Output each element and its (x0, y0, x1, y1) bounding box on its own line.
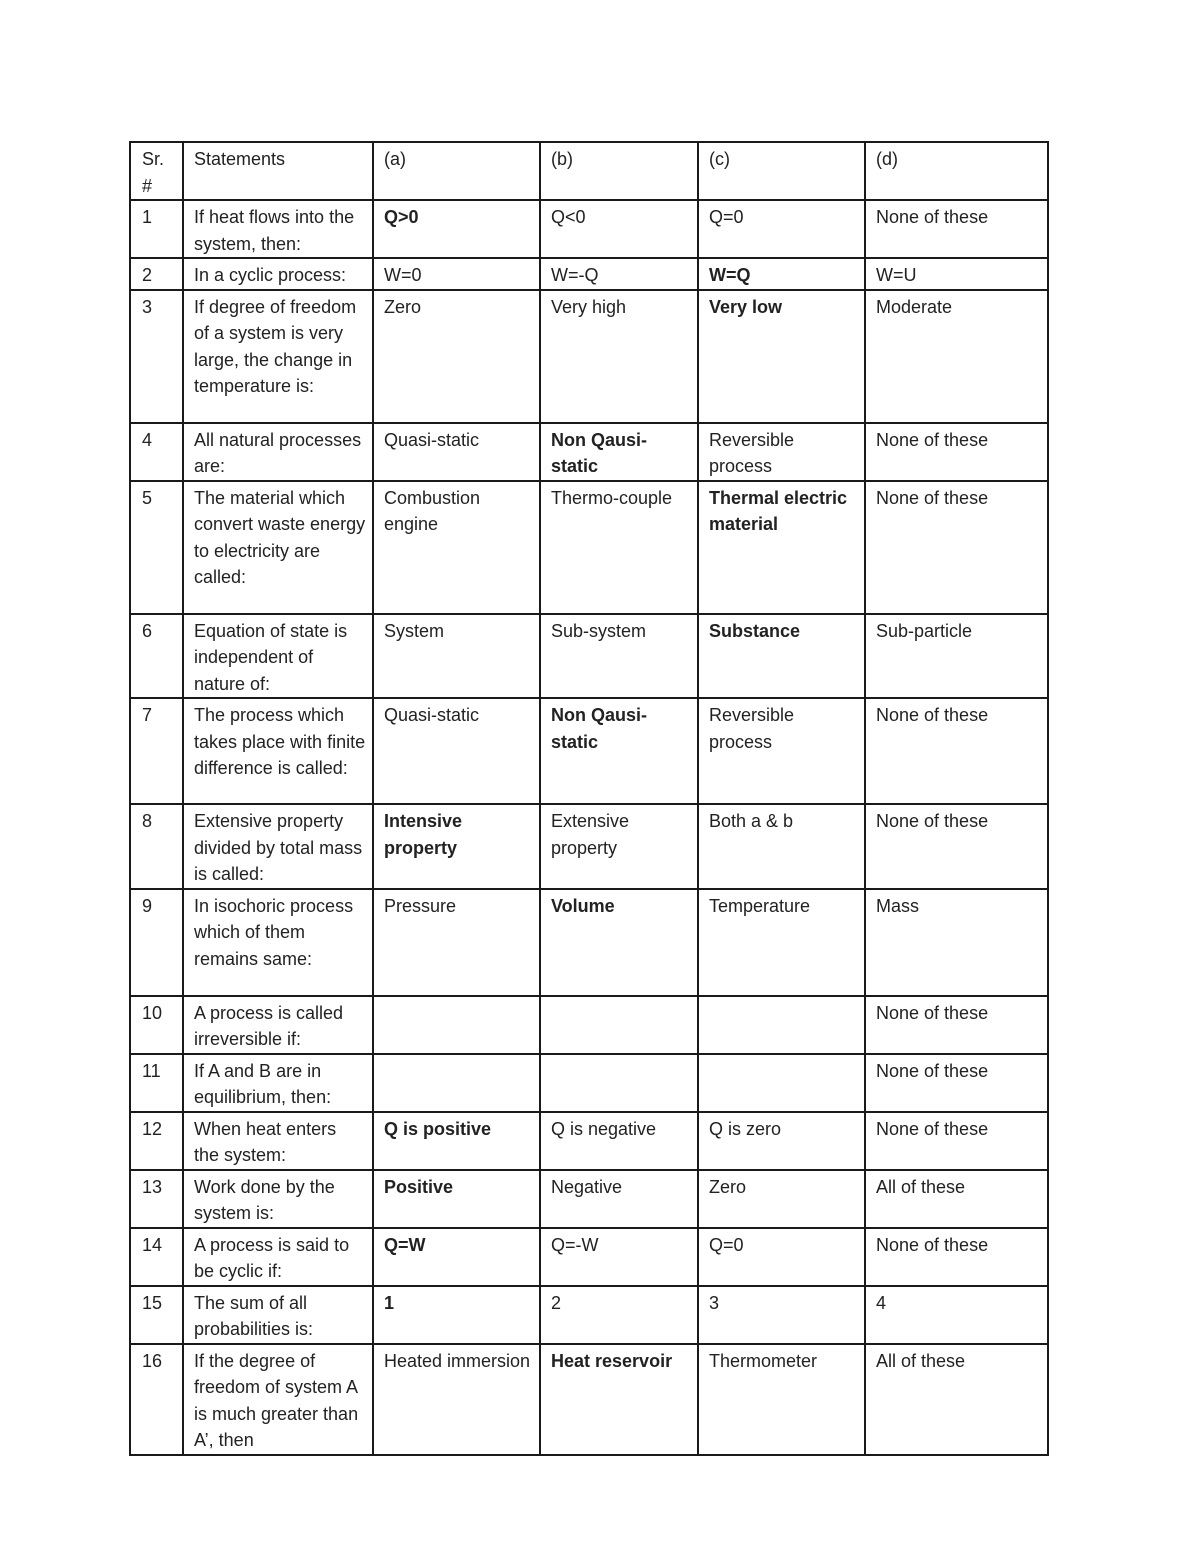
question-statement: Extensive property divided by total mass is called: (183, 804, 373, 889)
option-c: Thermal electric material (698, 481, 865, 614)
header-option-c: (c) (698, 142, 865, 200)
option-b (540, 1054, 698, 1112)
table-row (130, 258, 1048, 290)
option-a: System (373, 614, 540, 699)
option-d: None of these (865, 481, 1048, 614)
option-c: Substance (698, 614, 865, 699)
table-row (130, 614, 1048, 699)
option-a (373, 1054, 540, 1112)
option-c: Reversible process (698, 423, 865, 481)
option-b: Heat reservoir (540, 1344, 698, 1455)
option-a: Heated immersion (373, 1344, 540, 1455)
option-d: None of these (865, 1228, 1048, 1286)
option-c: Zero (698, 1170, 865, 1228)
option-c: Very low (698, 290, 865, 423)
option-b: Non Qausi-static (540, 698, 698, 804)
question-statement: If the degree of freedom of system A is much greater than A’, then (183, 1344, 373, 1455)
mcq-table (129, 141, 1049, 1456)
table-row (130, 1170, 1048, 1228)
option-c: Q=0 (698, 200, 865, 258)
question-number: 5 (130, 481, 183, 614)
option-a: 1 (373, 1286, 540, 1344)
question-number: 6 (130, 614, 183, 699)
table-row (130, 1228, 1048, 1286)
option-a: Q>0 (373, 200, 540, 258)
table-row (130, 996, 1048, 1054)
question-number: 16 (130, 1344, 183, 1455)
table-row (130, 889, 1048, 996)
question-statement: Equation of state is independent of nature of: (183, 614, 373, 699)
question-statement: If degree of freedom of a system is very large, the change in temperature is: (183, 290, 373, 423)
option-a: Quasi-static (373, 423, 540, 481)
table-row (130, 200, 1048, 258)
header-statements: Statements (183, 142, 373, 200)
table-row (130, 1112, 1048, 1170)
option-a: Zero (373, 290, 540, 423)
option-b: Volume (540, 889, 698, 996)
table-row (130, 423, 1048, 481)
question-statement: The material which convert waste energy to electricity are called: (183, 481, 373, 614)
option-b: Very high (540, 290, 698, 423)
question-statement: The sum of all probabilities is: (183, 1286, 373, 1344)
table-row (130, 481, 1048, 614)
header-row (130, 142, 1048, 200)
option-a: Intensive property (373, 804, 540, 889)
header-sr: Sr. # (130, 142, 183, 200)
option-b: 2 (540, 1286, 698, 1344)
option-d: None of these (865, 1112, 1048, 1170)
option-a: Q=W (373, 1228, 540, 1286)
question-number: 10 (130, 996, 183, 1054)
table-row (130, 290, 1048, 423)
question-number: 15 (130, 1286, 183, 1344)
option-a (373, 996, 540, 1054)
option-b: Negative (540, 1170, 698, 1228)
table-row (130, 1344, 1048, 1455)
question-number: 8 (130, 804, 183, 889)
table-row (130, 698, 1048, 804)
question-number: 7 (130, 698, 183, 804)
question-statement: All natural processes are: (183, 423, 373, 481)
question-number: 9 (130, 889, 183, 996)
option-b: Extensive property (540, 804, 698, 889)
question-statement: If heat flows into the system, then: (183, 200, 373, 258)
option-d: None of these (865, 996, 1048, 1054)
option-c: Q=0 (698, 1228, 865, 1286)
header-option-a: (a) (373, 142, 540, 200)
option-d: None of these (865, 200, 1048, 258)
table-row (130, 1054, 1048, 1112)
question-statement: A process is called irreversible if: (183, 996, 373, 1054)
question-number: 3 (130, 290, 183, 423)
table-body (130, 200, 1048, 1455)
option-c: W=Q (698, 258, 865, 290)
header-option-b: (b) (540, 142, 698, 200)
option-b: W=-Q (540, 258, 698, 290)
question-statement: If A and B are in equilibrium, then: (183, 1054, 373, 1112)
table-row (130, 804, 1048, 889)
option-d: None of these (865, 698, 1048, 804)
question-number: 4 (130, 423, 183, 481)
table-row (130, 1286, 1048, 1344)
question-number: 14 (130, 1228, 183, 1286)
option-a: W=0 (373, 258, 540, 290)
question-number: 12 (130, 1112, 183, 1170)
option-c: Thermometer (698, 1344, 865, 1455)
option-d: W=U (865, 258, 1048, 290)
option-b: Q=-W (540, 1228, 698, 1286)
option-d: None of these (865, 1054, 1048, 1112)
question-statement: The process which takes place with finite difference is called: (183, 698, 373, 804)
option-c: 3 (698, 1286, 865, 1344)
question-statement: A process is said to be cyclic if: (183, 1228, 373, 1286)
question-number: 2 (130, 258, 183, 290)
question-statement: In isochoric process which of them remains same: (183, 889, 373, 996)
option-b: Non Qausi-static (540, 423, 698, 481)
question-number: 1 (130, 200, 183, 258)
option-d: Mass (865, 889, 1048, 996)
question-statement: When heat enters the system: (183, 1112, 373, 1170)
option-a: Pressure (373, 889, 540, 996)
option-d: 4 (865, 1286, 1048, 1344)
option-b: Thermo-couple (540, 481, 698, 614)
option-d: All of these (865, 1344, 1048, 1455)
question-number: 13 (130, 1170, 183, 1228)
option-c: Both a & b (698, 804, 865, 889)
option-c (698, 1054, 865, 1112)
option-c: Temperature (698, 889, 865, 996)
question-statement: Work done by the system is: (183, 1170, 373, 1228)
option-c: Q is zero (698, 1112, 865, 1170)
option-d: Moderate (865, 290, 1048, 423)
option-d: None of these (865, 804, 1048, 889)
option-a: Positive (373, 1170, 540, 1228)
header-option-d: (d) (865, 142, 1048, 200)
option-b: Q is negative (540, 1112, 698, 1170)
question-statement: In a cyclic process: (183, 258, 373, 290)
option-b: Q<0 (540, 200, 698, 258)
question-number: 11 (130, 1054, 183, 1112)
option-c: Reversible process (698, 698, 865, 804)
option-c (698, 996, 865, 1054)
option-d: All of these (865, 1170, 1048, 1228)
option-a: Combustion engine (373, 481, 540, 614)
option-b: Sub-system (540, 614, 698, 699)
option-d: Sub-particle (865, 614, 1048, 699)
option-a: Quasi-static (373, 698, 540, 804)
option-a: Q is positive (373, 1112, 540, 1170)
option-d: None of these (865, 423, 1048, 481)
option-b (540, 996, 698, 1054)
